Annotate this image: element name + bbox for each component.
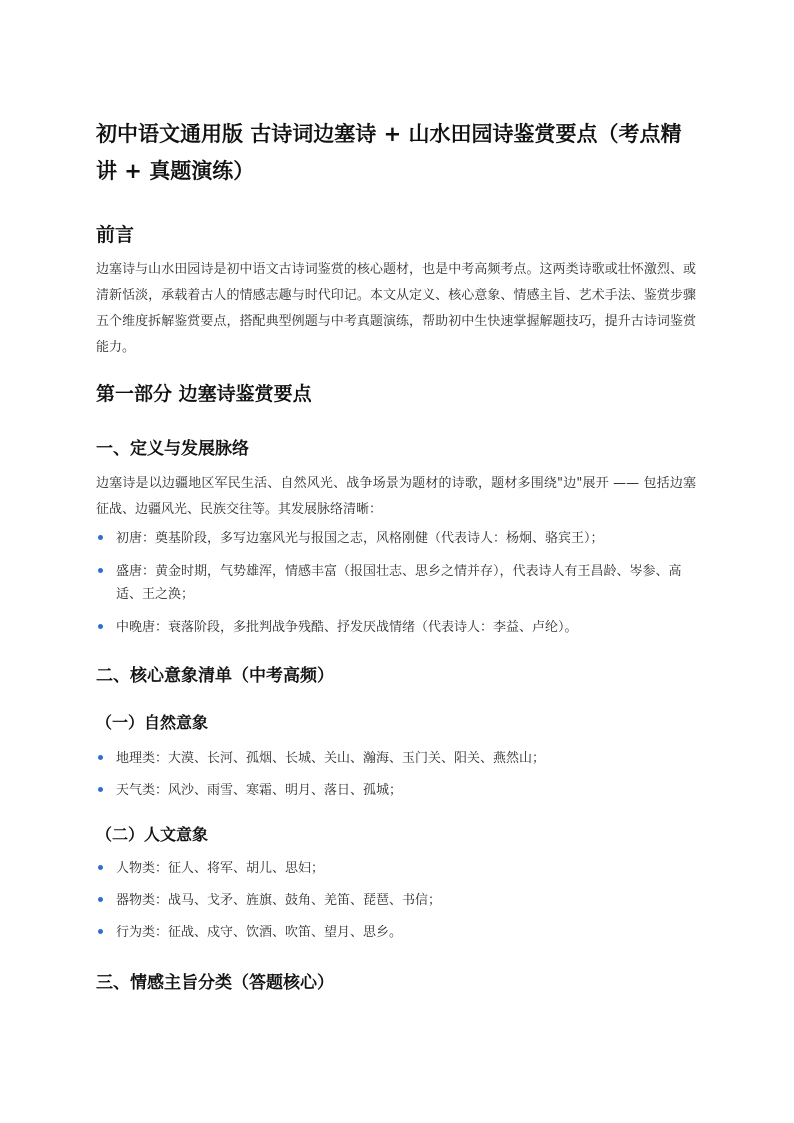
list-item: 人物类：征人、将军、胡儿、思妇； (96, 857, 696, 880)
list-item: 行为类：征战、戍守、饮酒、吹笛、望月、思乡。 (96, 921, 696, 944)
list-item: 地理类：大漠、长河、孤烟、长城、关山、瀚海、玉门关、阳关、燕然山； (96, 747, 696, 770)
bullet-icon (98, 568, 103, 573)
list-item: 中晚唐：衰落阶段，多批判战争残酷、抒发厌战情绪（代表诗人：李益、卢纶）。 (96, 616, 696, 639)
section1-heading: 一、定义与发展脉络 (96, 439, 249, 459)
list-item: 初唐：奠基阶段，多写边塞风光与报国之志，风格刚健（代表诗人：杨炯、骆宾王）； (96, 527, 696, 550)
bullet-icon (98, 865, 103, 870)
bullet-icon (98, 755, 103, 760)
bullet-icon (98, 624, 103, 629)
section1-intro: 边塞诗是以边疆地区军民生活、自然风光、战争场景为题材的诗歌，题材多围绕"边"展开 —— 包括边塞征战、边疆风光、民族交往等。其发展脉络清晰： (96, 476, 696, 517)
subsection2-list (96, 857, 696, 944)
section3-heading: 三、情感主旨分类（答题核心） (96, 973, 334, 993)
bullet-icon (98, 535, 103, 540)
section2-heading: 二、核心意象清单（中考高频） (96, 666, 334, 686)
bullet-icon (98, 787, 103, 792)
subsection1-heading: （一）自然意象 (96, 713, 209, 732)
subsection2-heading: （二）人文意象 (96, 825, 209, 844)
list-item: 盛唐：黄金时期，气势雄浑，情感丰富（报国壮志、思乡之情并存），代表诗人有王昌龄、岑参、高适、王之涣； (96, 560, 696, 606)
bullet-icon (98, 929, 103, 934)
part1-heading: 第一部分 边塞诗鉴赏要点 (96, 383, 312, 405)
section1-list (96, 527, 696, 639)
preface-text: 边塞诗与山水田园诗是初中语文古诗词鉴赏的核心题材，也是中考高频考点。这两类诗歌或壮怀激烈、或清新恬淡，承载着古人的情感志趣与时代印记。本文从定义、核心意象、情感主旨、艺术手法、鉴赏步骤五个维度拆解鉴赏要点，搭配典型例题与中考真题演练，帮助初中生快速掌握解题技巧，提升古诗词鉴赏能力。 (96, 262, 696, 355)
document-title: 初中语文通用版 古诗词边塞诗 + 山水田园诗鉴赏要点（考点精讲 + 真题演练） (96, 122, 682, 183)
list-item: 器物类：战马、戈矛、旌旗、鼓角、羌笛、琵琶、书信； (96, 889, 696, 912)
bullet-icon (98, 897, 103, 902)
preface-heading: 前言 (96, 224, 135, 246)
subsection1-list (96, 747, 696, 802)
list-item: 天气类：风沙、雨雪、寒霜、明月、落日、孤城； (96, 779, 696, 802)
